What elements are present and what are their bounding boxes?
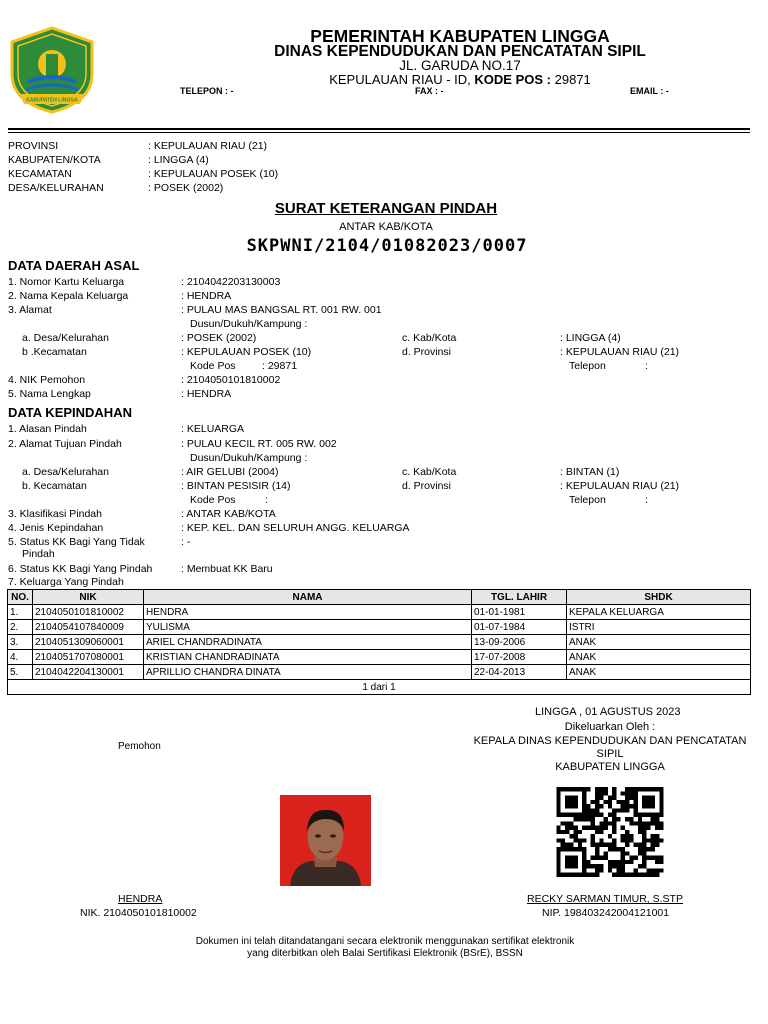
region-provinsi-text: KEPULAUAN RIAU (21): [153, 140, 268, 152]
asal-value-alamat: : PULAU MAS BANGSAL RT. 001 RW. 001: [181, 304, 382, 316]
family-table-header: [8, 590, 751, 605]
sign-official-title-2: SIPIL: [596, 748, 624, 760]
cell-nama: YULISMA: [144, 620, 472, 635]
pindah-label-desa: a. Desa/Kelurahan: [22, 466, 109, 478]
asal-value-kec: : KEPULAUAN POSEK (10): [181, 346, 312, 358]
cell-nik: 2104042204130001: [33, 665, 144, 680]
cell-nama: KRISTIAN CHANDRADINATA: [144, 650, 472, 665]
region-value-desa: : POSEK (2002): [148, 182, 224, 194]
pindah-label-status-tidak: 5. Status KK Bagi Yang Tidak: [8, 536, 145, 548]
footer-esign-note-2: yang diterbitkan oleh Balai Sertifikasi Elektronik (BSrE), BSSN: [247, 948, 523, 959]
pindah-label-jenis: 4. Jenis Kepindahan: [8, 522, 104, 534]
header-divider-thin: [8, 132, 750, 133]
asal-kab-text: LINGGA (4): [565, 332, 621, 344]
pindah-label-alamat: 2. Alamat Tujuan Pindah: [8, 438, 122, 450]
pindah-alamat-text: PULAU KECIL RT. 005 RW. 002: [186, 438, 337, 450]
doc-subtitle: ANTAR KAB/KOTA: [339, 221, 433, 233]
asal-label-kab: c. Kab/Kota: [402, 332, 457, 344]
table-row: [8, 665, 751, 680]
asal-nama-text: HENDRA: [186, 388, 232, 400]
header-telepon: TELEPON : -: [180, 86, 234, 96]
pindah-value-desa: : AIR GELUBI (2004): [181, 466, 279, 478]
pindah-value-prov: : KEPULAUAN RIAU (21): [560, 480, 680, 492]
sign-pemohon-nik: NIK. 2104050101810002: [80, 907, 197, 919]
family-table: [7, 589, 751, 695]
asal-label-kk: 1. Nomor Kartu Keluarga: [8, 276, 125, 288]
cell-tgl-lahir: 01-07-1984: [472, 620, 567, 635]
header-address: JL. GARUDA NO.17: [399, 58, 521, 73]
pindah-kab-text: BINTAN (1): [565, 466, 620, 478]
cell-tgl-lahir: 17-07-2008: [472, 650, 567, 665]
cell-tgl-lahir: 22-04-2013: [472, 665, 567, 680]
section-asal-heading: DATA DAERAH ASAL: [8, 258, 140, 273]
pindah-prov-text: KEPULAUAN RIAU (21): [565, 480, 680, 492]
asal-alamat-text: PULAU MAS BANGSAL RT. 001 RW. 001: [186, 304, 382, 316]
pindah-label-prov: d. Provinsi: [402, 480, 452, 492]
pindah-label-alasan: 1. Alasan Pindah: [8, 423, 87, 435]
asal-label-kepala: 2. Nama Kepala Keluarga: [8, 290, 129, 302]
qr-code: [555, 787, 665, 877]
regency-logo: [6, 24, 98, 116]
table-footer-row: [8, 680, 751, 695]
cell-shdk: ANAK: [567, 665, 751, 680]
region-kabupaten-text: LINGGA (4): [153, 154, 209, 166]
sign-official-title-3: KABUPATEN LINGGA: [555, 761, 665, 773]
region-value-kabupaten: : LINGGA (4): [148, 154, 209, 166]
cell-no: 4.: [8, 650, 33, 665]
pindah-kec-text: BINTAN PESISIR (14): [186, 480, 291, 492]
cell-no: 3.: [8, 635, 33, 650]
pindah-label-kec: b. Kecamatan: [22, 480, 87, 492]
footer-esign-note-1: Dokumen ini telah ditandatangani secara elektronik menggunakan sertifikat elektronik: [195, 936, 575, 947]
pindah-label-telepon: Telepon: [569, 494, 606, 506]
asal-value-kk: : 2104042203130003: [181, 276, 281, 288]
pindah-desa-text: AIR GELUBI (2004): [186, 466, 279, 478]
sign-official-title-1: KEPALA DINAS KEPENDUDUKAN DAN PENCATATAN: [473, 735, 747, 747]
pindah-value-alamat: : PULAU KECIL RT. 005 RW. 002: [181, 438, 337, 450]
asal-label-prov: d. Provinsi: [402, 346, 452, 358]
asal-kodepos-text: 29871: [267, 360, 298, 372]
cell-shdk: ISTRI: [567, 620, 751, 635]
table-row: [8, 635, 751, 650]
asal-nik-text: 2104050101810002: [186, 374, 281, 386]
asal-label-nama: 5. Nama Lengkap: [8, 388, 91, 400]
header-postal-label: KODE POS :: [474, 72, 551, 87]
sign-issued-by: Dikeluarkan Oleh :: [564, 721, 656, 733]
asal-telepon-colon: :: [645, 360, 648, 372]
section-pindah-heading: DATA KEPINDAHAN: [8, 405, 132, 420]
cell-nama: APRILLIO CHANDRA DINATA: [144, 665, 472, 680]
cell-shdk: KEPALA KELUARGA: [567, 605, 751, 620]
cell-nama: ARIEL CHANDRADINATA: [144, 635, 472, 650]
pindah-label-status-tidak-2: Pindah: [22, 548, 55, 560]
pindah-status-pindah-text: Membuat KK Baru: [186, 563, 273, 575]
pindah-value-kab: : BINTAN (1): [560, 466, 620, 478]
asal-value-kepala: : HENDRA: [181, 290, 232, 302]
cell-tgl-lahir: 01-01-1981: [472, 605, 567, 620]
table-row: [8, 620, 751, 635]
pindah-klasifikasi-text: ANTAR KAB/KOTA: [186, 508, 276, 520]
pindah-jenis-text: KEP. KEL. DAN SELURUH ANGG. KELUARGA: [186, 522, 410, 534]
asal-desa-text: POSEK (2002): [186, 332, 257, 344]
cell-nik: 2104054107840009: [33, 620, 144, 635]
asal-label-alamat: 3. Alamat: [8, 304, 52, 316]
asal-value-kab: : LINGGA (4): [560, 332, 621, 344]
asal-value-kodepos: : 29871: [262, 360, 298, 372]
col-header-no: NO.: [8, 590, 33, 605]
asal-kec-text: KEPULAUAN POSEK (10): [186, 346, 312, 358]
doc-title: SURAT KETERANGAN PINDAH: [274, 200, 498, 217]
asal-kk-text: 2104042203130003: [186, 276, 281, 288]
table-page-indicator: 1 dari 1: [8, 680, 751, 695]
svg-text:KABUPATEN LINGGA: KABUPATEN LINGGA: [26, 97, 78, 104]
cell-no: 1.: [8, 605, 33, 620]
cell-nik: 2104050101810002: [33, 605, 144, 620]
col-header-shdk: SHDK: [567, 590, 751, 605]
asal-dusun: Dusun/Dukuh/Kampung :: [190, 318, 308, 330]
asal-value-nama: : HENDRA: [181, 388, 232, 400]
pindah-value-alasan: : KELUARGA: [181, 423, 245, 435]
region-value-kecamatan: : KEPULAUAN POSEK (10): [148, 168, 279, 180]
pindah-label-kodepos: Kode Pos: [190, 494, 236, 506]
cell-tgl-lahir: 13-09-2006: [472, 635, 567, 650]
asal-prov-text: KEPULAUAN RIAU (21): [565, 346, 680, 358]
region-label-desa: DESA/KELURAHAN: [8, 182, 104, 194]
region-value-provinsi: : KEPULAUAN RIAU (21): [148, 140, 268, 152]
sign-pemohon-label: Pemohon: [118, 741, 161, 752]
region-kecamatan-text: KEPULAUAN POSEK (10): [153, 168, 279, 180]
region-label-kabupaten: KABUPATEN/KOTA: [8, 154, 101, 166]
sign-official-nip: NIP. 198403242004121001: [542, 907, 670, 919]
cell-nama: HENDRA: [144, 605, 472, 620]
pindah-telepon-colon: :: [645, 494, 648, 506]
header-postal-value: 29871: [554, 72, 591, 87]
asal-label-desa: a. Desa/Kelurahan: [22, 332, 109, 344]
table-row: [8, 605, 751, 620]
cell-nik: 2104051309060001: [33, 635, 144, 650]
header-title: PEMERINTAH KABUPATEN LINGGA: [310, 26, 610, 46]
header-region-line: [180, 72, 740, 87]
sign-official-name: RECKY SARMAN TIMUR, S.STP: [527, 893, 683, 905]
header-fax: FAX : -: [415, 86, 444, 96]
header-region: KEPULAUAN RIAU - ID,: [329, 72, 471, 87]
table-row: [8, 650, 751, 665]
asal-label-nik: 4. NIK Pemohon: [8, 374, 86, 386]
cell-no: 5.: [8, 665, 33, 680]
asal-value-nik: : 2104050101810002: [181, 374, 281, 386]
pindah-label-klasifikasi: 3. Klasifikasi Pindah: [8, 508, 102, 520]
applicant-photo: [280, 795, 371, 886]
col-header-tgl-lahir: TGL. LAHIR: [472, 590, 567, 605]
asal-label-telepon: Telepon: [569, 360, 606, 372]
pindah-value-status-tidak: : -: [181, 536, 191, 548]
region-desa-text: POSEK (2002): [153, 182, 224, 194]
cell-no: 2.: [8, 620, 33, 635]
asal-label-kec: b .Kecamatan: [22, 346, 87, 358]
pindah-label-kab: c. Kab/Kota: [402, 466, 457, 478]
cell-shdk: ANAK: [567, 650, 751, 665]
pindah-status-tidak-text: -: [186, 536, 191, 548]
pindah-value-jenis: : KEP. KEL. DAN SELURUH ANGG. KELUARGA: [181, 522, 410, 534]
asal-kepala-text: HENDRA: [186, 290, 232, 302]
pindah-kodepos-colon: :: [265, 494, 268, 506]
pindah-label-keluarga: 7. Keluarga Yang Pindah: [8, 576, 124, 588]
region-label-kecamatan: KECAMATAN: [8, 168, 72, 180]
cell-shdk: ANAK: [567, 635, 751, 650]
cell-nik: 2104051707080001: [33, 650, 144, 665]
sign-pemohon-name: HENDRA: [118, 893, 163, 905]
sign-place-date: LINGGA , 01 AGUSTUS 2023: [535, 706, 681, 718]
col-header-nik: NIK: [33, 590, 144, 605]
pindah-value-kec: : BINTAN PESISIR (14): [181, 480, 291, 492]
header-divider: [8, 128, 750, 130]
asal-value-prov: : KEPULAUAN RIAU (21): [560, 346, 680, 358]
region-label-provinsi: PROVINSI: [8, 140, 59, 152]
header-department: DINAS KEPENDUDUKAN DAN PENCATATAN SIPIL: [274, 43, 646, 60]
pindah-alasan-text: KELUARGA: [186, 423, 245, 435]
pindah-value-klasifikasi: : ANTAR KAB/KOTA: [181, 508, 276, 520]
doc-number: SKPWNI/2104/01082023/0007: [246, 236, 528, 256]
pindah-dusun: Dusun/Dukuh/Kampung :: [190, 452, 308, 464]
pindah-label-status-pindah: 6. Status KK Bagi Yang Pindah: [8, 563, 153, 575]
header-email: EMAIL : -: [630, 86, 669, 96]
col-header-nama: NAMA: [144, 590, 472, 605]
asal-label-kodepos: Kode Pos: [190, 360, 236, 372]
pindah-value-status-pindah: : Membuat KK Baru: [181, 563, 273, 575]
asal-value-desa: : POSEK (2002): [181, 332, 257, 344]
